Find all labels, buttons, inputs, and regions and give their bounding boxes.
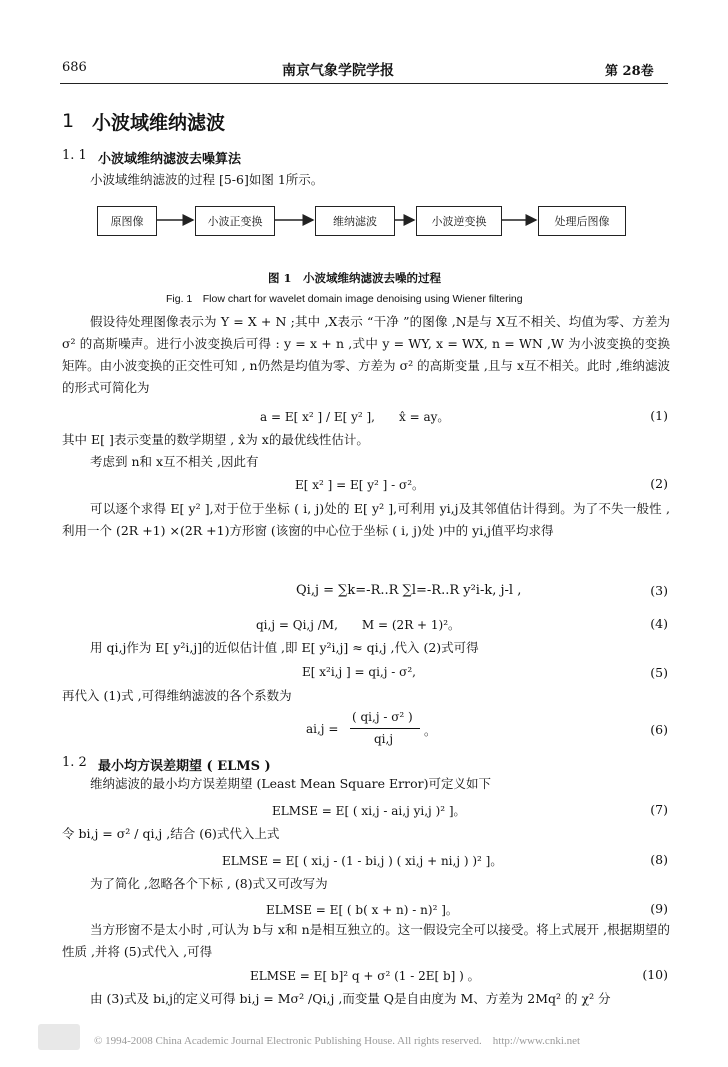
flow-box-result: 处理后图像 [538, 206, 626, 236]
equation-6-denominator: qi,j [374, 732, 394, 746]
equation-number-1: (1) [650, 408, 668, 423]
equation-number-8: (8) [650, 852, 668, 867]
equation-6-lhs: ai,j = [306, 722, 339, 736]
equation-2: E[ x² ] = E[ y² ] - σ²。 [295, 478, 425, 492]
intro-text: 小波域维纳滤波的过程 [5-6]如图 1所示。 [90, 172, 324, 187]
equation-8: ELMSE = E[ ( xi,j - (1 - bi,j ) ( xi,j + ni,j ) )² ]。 [222, 854, 503, 868]
paragraph-3: 考虑到 n和 x互不相关 ,因此有 [90, 454, 259, 469]
subsection-number: 1. 1 [62, 148, 87, 163]
paragraph-7: 维纳滤波的最小均方误差期望 (Least Mean Square Error)可定义如下 [90, 776, 491, 791]
equation-number-10: (10) [642, 967, 668, 982]
header-rule [60, 83, 668, 84]
paragraph-4: 可以逐个求得 E[ y² ],对于位于坐标 ( i, j)处的 E[ y² ],可利用 yi,j及其邻值估计得到。为了不失一般性 ,利用一个 (2R +1) ×(2R +1)方形窗 (该窗的中心位于坐标 ( i, j)处 )中的 yi,j值平均求得 [62, 501, 670, 538]
equation-9: ELMSE = E[ ( b( x + n) - n)² ]。 [266, 903, 458, 917]
paragraph-11: 由 (3)式及 bi,j的定义可得 bi,j = Mσ² /Qi,j ,而变量 Q是自由度为 M、方差为 2Mq² 的 χ² 分 [90, 991, 611, 1006]
paragraph-6: 再代入 (1)式 ,可得维纳滤波的各个系数为 [62, 688, 292, 703]
flow-box-original: 原图像 [97, 206, 157, 236]
equation-number-2: (2) [650, 476, 668, 491]
equation-5: E[ x²i,j ] = qi,j - σ², [302, 665, 416, 679]
equation-6-period: 。 [424, 724, 437, 738]
flow-box-wiener: 维纳滤波 [315, 206, 395, 236]
paragraph-1: 假设待处理图像表示为 Y = X + N ;其中 ,X表示 “干净 ”的图像 ,N是与 X互不相关、均值为零、方差为 σ² 的高斯噪声。进行小波变换后可得 : y = x + n ,式中 y = WY, x = WX, n = WN ,W 为小波变换的变换矩阵。由小波变换的正交性可知 , n仍然是均值为零、方差为 σ² 的高斯变量 ,且与 x互不相关。此时 ,维纳滤波的形式可简化为 [62, 314, 670, 395]
equation-3: Qi,j = ∑k=-R..R ∑l=-R..R y²i-k, j-l , [296, 583, 522, 598]
paragraph-2: 其中 E[ ]表示变量的数学期望 , x̂为 x的最优线性估计。 [62, 432, 369, 447]
flowchart [60, 198, 670, 250]
page-number: 686 [62, 60, 87, 75]
flow-box-inverse-wavelet: 小波逆变换 [416, 206, 502, 236]
equation-7: ELMSE = E[ ( xi,j - ai,j yi,j )² ]。 [272, 804, 466, 818]
equation-number-4: (4) [650, 616, 668, 631]
equation-number-7: (7) [650, 802, 668, 817]
subsection-number-2: 1. 2 [62, 755, 87, 770]
figure-caption-cn: 图 1 小波域维纳滤波去噪的过程 [268, 271, 442, 285]
cnki-logo [38, 1024, 80, 1050]
paragraph-10: 当方形窗不是太小时 ,可认为 b与 x和 n是相互独立的。这一假设完全可以接受。将上式展开 ,根据期望的性质 ,并将 (5)式代入 ,可得 [62, 922, 670, 959]
paragraph-9: 为了简化 ,忽略各个下标 , (8)式又可改写为 [90, 876, 328, 891]
section-title: 小波域维纳滤波 [92, 112, 226, 134]
journal-name: 南京气象学院学报 [282, 63, 394, 79]
equation-number-9: (9) [650, 901, 668, 916]
fraction-bar [350, 728, 420, 729]
equation-number-3: (3) [650, 583, 668, 598]
section-number: 1 [62, 110, 75, 132]
volume-label: 第 28卷 [605, 64, 654, 79]
paragraph-8: 令 bi,j = σ² / qi,j ,结合 (6)式代入上式 [62, 826, 280, 841]
equation-number-6: (6) [650, 722, 668, 737]
subsection-title: 小波域维纳滤波去噪算法 [98, 152, 242, 167]
flow-box-forward-wavelet: 小波正变换 [195, 206, 275, 236]
copyright-footer: © 1994-2008 China Academic Journal Electronic Publishing House. All rights reserved. http://www.cnki.net [94, 1035, 581, 1047]
figure-caption-en: Fig. 1 Flow chart for wavelet domain image denoising using Wiener filtering [166, 293, 523, 305]
equation-4: qi,j = Qi,j /M, M = (2R + 1)²。 [256, 618, 461, 632]
equation-6-numerator: ( qi,j - σ² ) [352, 710, 413, 724]
equation-number-5: (5) [650, 665, 668, 680]
subsection-title-2: 最小均方误差期望 ( ELMS ) [98, 759, 271, 774]
equation-10: ELMSE = E[ b]² q + σ² (1 - 2E[ b] ) 。 [250, 969, 480, 983]
paragraph-5: 用 qi,j作为 E[ y²i,j]的近似估计值 ,即 E[ y²i,j] ≈ qi,j ,代入 (2)式可得 [90, 640, 479, 655]
equation-1: a = E[ x² ] / E[ y² ], x̂ = ay。 [260, 410, 450, 424]
